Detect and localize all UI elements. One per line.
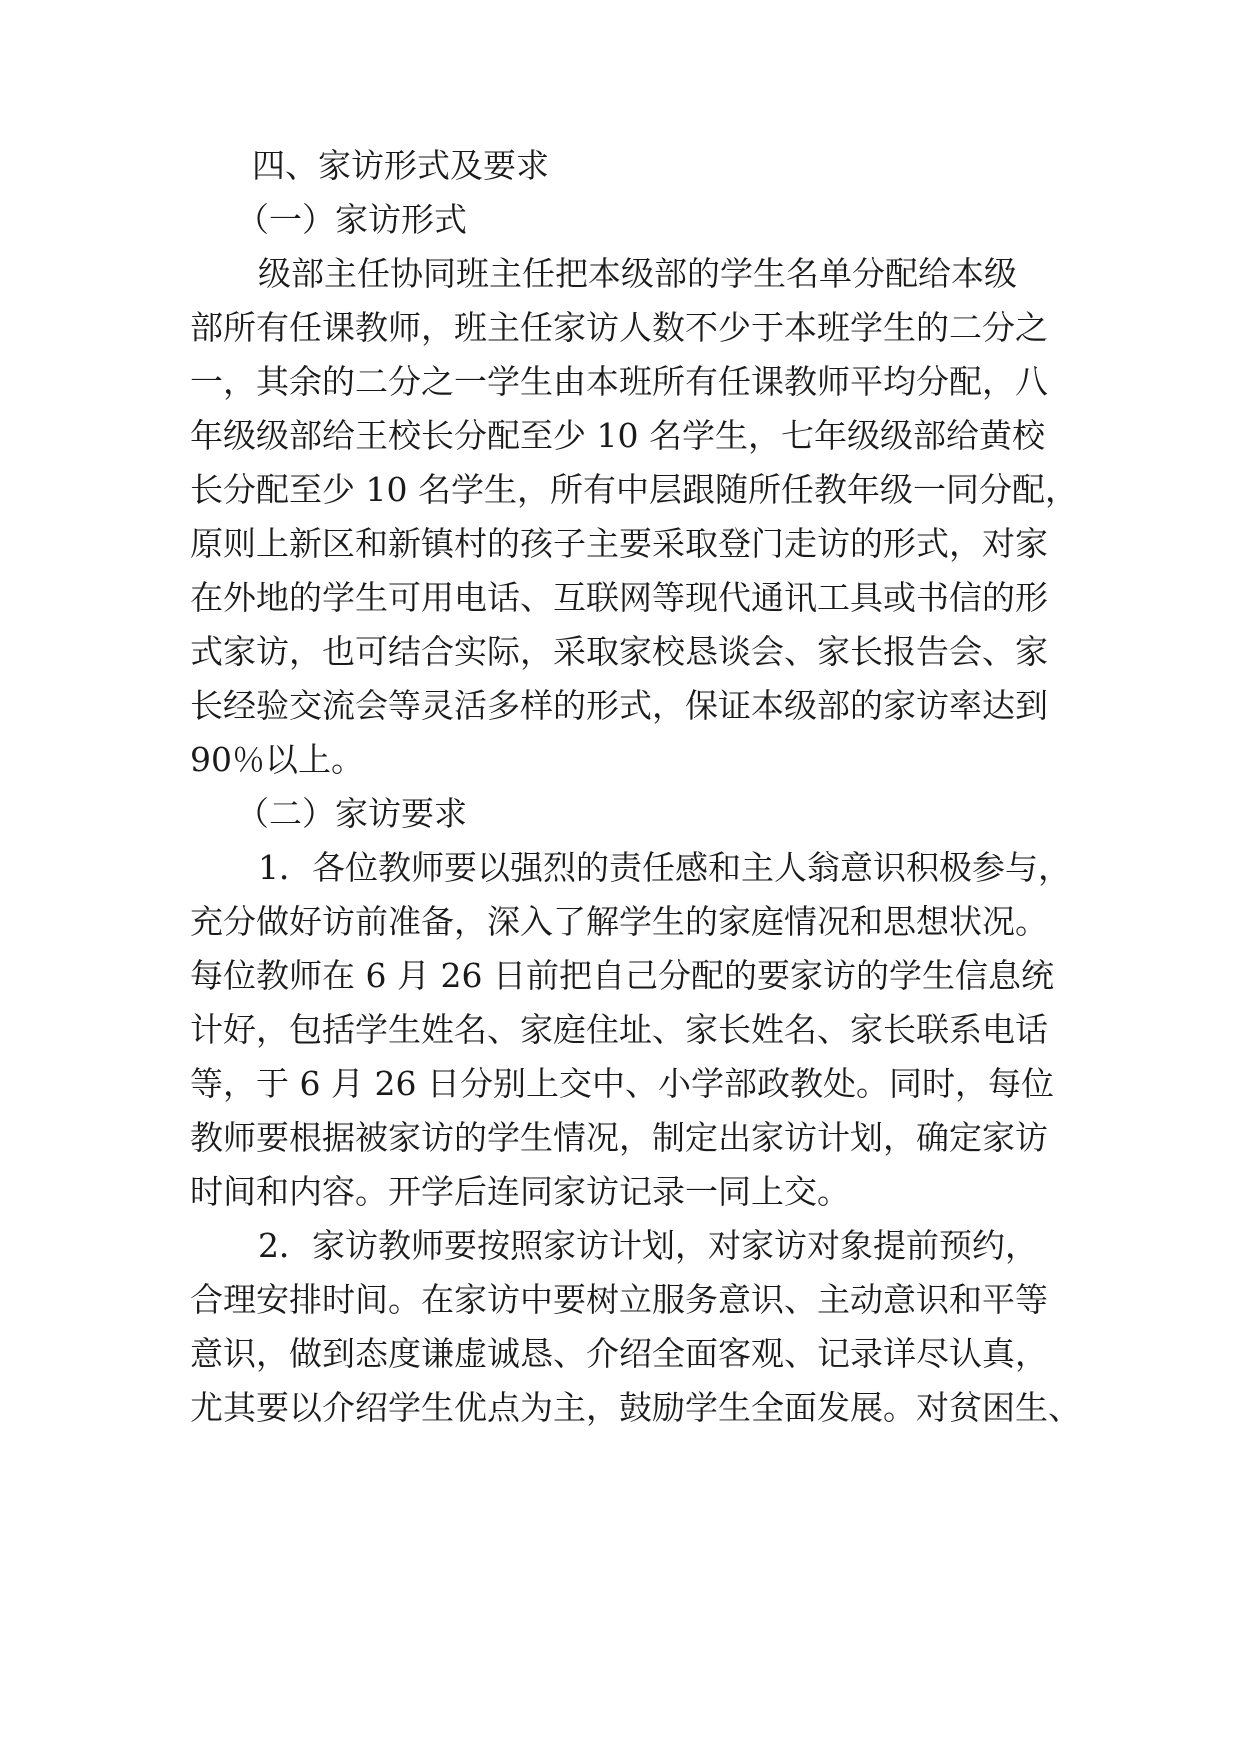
text-line: 充分做好访前准备，深入了解学生的家庭情况和思想状况。 — [190, 902, 1048, 941]
subsection-heading: （一）家访形式 — [236, 200, 467, 239]
text-line: 原则上新区和新镇村的孩子主要采取登门走访的形式，对家 — [190, 524, 1048, 563]
text-line: 一，其余的二分之一学生由本班所有任课教师平均分配，八 — [190, 362, 1048, 401]
text-line: 部所有任课教师，班主任家访人数不少于本班学生的二分之 — [190, 308, 1048, 347]
text-line: 1．各位教师要以强烈的责任感和主人翁意识积极参与， — [258, 848, 1071, 887]
text-line: 2．家访教师要按照家访计划，对家访对象提前预约， — [258, 1226, 1038, 1265]
text-line: 在外地的学生可用电话、互联网等现代通讯工具或书信的形 — [190, 578, 1048, 617]
text-line: 式家访，也可结合实际，采取家校恳谈会、家长报告会、家 — [190, 632, 1048, 671]
subsection-heading: （二）家访要求 — [236, 794, 467, 833]
text-line: 时间和内容。开学后连同家访记录一同上交。 — [190, 1172, 850, 1211]
text-line: 教师要根据被家访的学生情况，制定出家访计划，确定家访 — [190, 1118, 1048, 1157]
text-line: 年级级部给王校长分配至少 10 名学生，七年级级部给黄校 — [190, 416, 1045, 455]
text-line: 尤其要以介绍学生优点为主，鼓励学生全面发展。对贫困生、 — [190, 1388, 1081, 1427]
section-heading: 四、家访形式及要求 — [252, 146, 549, 185]
text-line: 级部主任协同班主任把本级部的学生名单分配给本级 — [258, 254, 1017, 293]
text-line: 计好，包括学生姓名、家庭住址、家长姓名、家长联系电话 — [190, 1010, 1048, 1049]
text-line: 合理安排时间。在家访中要树立服务意识、主动意识和平等 — [190, 1280, 1048, 1319]
text-line: 每位教师在 6 月 26 日前把自己分配的要家访的学生信息统 — [190, 956, 1054, 995]
text-line: 等，于 6 月 26 日分别上交中、小学部政教处。同时，每位 — [190, 1064, 1054, 1103]
text-line: 意识，做到态度谦虚诚恳、介绍全面客观、记录详尽认真， — [190, 1334, 1048, 1373]
text-line: 90％以上。 — [190, 740, 364, 779]
text-line: 长分配至少 10 名学生，所有中层跟随所任教年级一同分配， — [190, 470, 1078, 509]
text-line: 长经验交流会等灵活多样的形式，保证本级部的家访率达到 — [190, 686, 1048, 725]
